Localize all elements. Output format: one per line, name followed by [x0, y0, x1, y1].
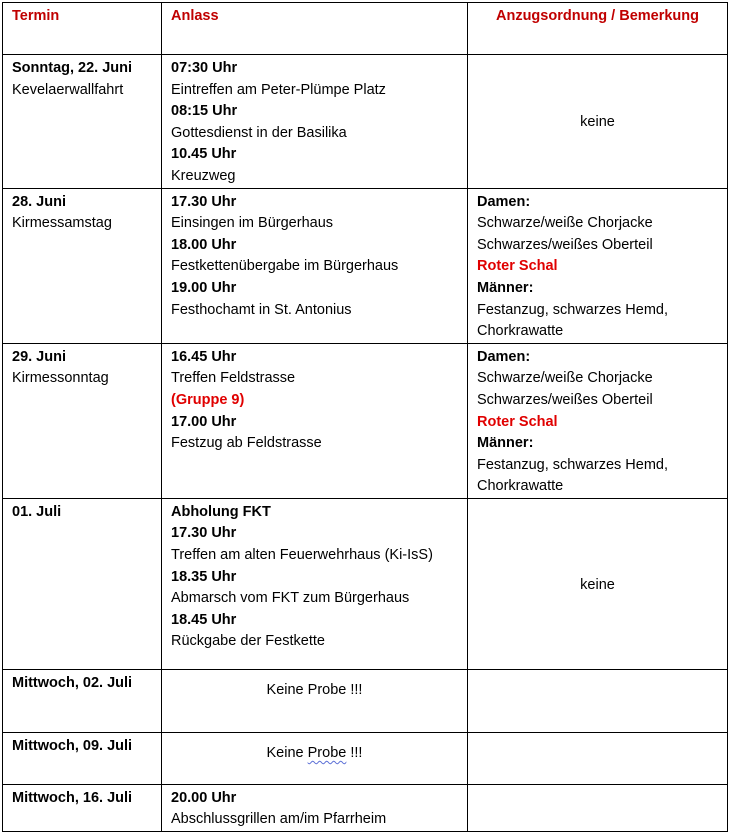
dress-scarf: Roter Schal — [477, 413, 558, 430]
event-desc: Kreuzweg — [171, 167, 236, 184]
table-row — [3, 188, 728, 343]
event-time: 18.00 Uhr — [171, 236, 237, 253]
event-desc: Festzug ab Feldstrasse — [171, 435, 322, 452]
event-cell — [162, 498, 468, 669]
header-row — [3, 3, 728, 55]
note-word-spellcheck: Probe — [307, 744, 347, 761]
dress-men-item: Festanzug, schwarzes Hemd, — [477, 456, 668, 473]
event-time: 07:30 Uhr — [171, 60, 238, 76]
date-sub: Kevelaerwallfahrt — [12, 81, 124, 98]
dress-women-label: Damen: — [477, 193, 531, 210]
event-desc: Rückgabe der Festkette — [171, 633, 325, 650]
header-anzugsordnung: Anzugsordnung / Bemerkung — [468, 3, 728, 55]
event-heading: Abholung FKT — [171, 503, 271, 520]
dress-women-item: Schwarzes/weißes Oberteil — [477, 236, 653, 253]
event-time: 17.30 Uhr — [171, 525, 237, 542]
dress-men-item: Festanzug, schwarzes Hemd, — [477, 301, 668, 318]
dress-women-item: Schwarze/weiße Chorjacke — [477, 215, 653, 232]
dress-cell: keine — [468, 498, 728, 669]
event-time: 08:15 Uhr — [171, 103, 238, 120]
event-time: 10.45 Uhr — [171, 146, 237, 163]
date-cell — [3, 343, 162, 498]
table-row — [3, 732, 728, 784]
dress-men-item: Chorkrawatte — [477, 323, 564, 340]
event-desc: Treffen am alten Feuerwehrhaus (Ki-IsS) — [171, 547, 433, 564]
event-desc: Treffen Feldstrasse — [171, 370, 296, 387]
dress-cell — [468, 784, 728, 831]
event-desc: Festkettenübergabe im Bürgerhaus — [171, 258, 399, 275]
event-desc: Abmarsch vom FKT zum Bürgerhaus — [171, 590, 410, 607]
dress-cell — [468, 732, 728, 784]
event-desc: Abschlussgrillen am/im Pfarrheim — [171, 811, 387, 828]
dress-men-item: Chorkrawatte — [477, 478, 564, 495]
date-label: 01. Juli — [12, 503, 62, 520]
event-desc: Einsingen im Bürgerhaus — [171, 215, 334, 232]
schedule-table — [2, 2, 728, 832]
date-label: 29. Juni — [12, 348, 66, 365]
note-cell — [162, 732, 468, 784]
date-label: Sonntag, 22. Juni — [12, 60, 133, 76]
date-cell: Mittwoch, 16. Juli — [3, 784, 162, 831]
dress-cell: keine — [468, 55, 728, 189]
date-sub: Kirmessonntag — [12, 370, 109, 387]
date-cell: Mittwoch, 09. Juli — [3, 732, 162, 784]
event-time: 18.35 Uhr — [171, 568, 237, 585]
event-time: 17.00 Uhr — [171, 413, 237, 430]
event-desc: Festhochamt in St. Antonius — [171, 301, 352, 318]
date-cell — [3, 498, 162, 669]
header-termin: Termin — [3, 3, 162, 55]
event-time: 17.30 Uhr — [171, 193, 237, 210]
event-time: 18.45 Uhr — [171, 611, 237, 628]
event-cell — [162, 188, 468, 343]
table-row — [3, 343, 728, 498]
dress-men-label: Männer: — [477, 435, 534, 452]
group-label: (Gruppe 9) — [171, 391, 245, 408]
dress-women-label: Damen: — [477, 348, 531, 365]
event-cell — [162, 784, 468, 831]
event-time: 16.45 Uhr — [171, 348, 237, 365]
note-word: Keine — [266, 744, 304, 761]
header-anlass: Anlass — [162, 3, 468, 55]
dress-scarf: Roter Schal — [477, 258, 558, 275]
table-row — [3, 498, 728, 669]
table-row — [3, 784, 728, 831]
date-sub: Kirmessamstag — [12, 215, 112, 232]
event-time: 19.00 Uhr — [171, 279, 237, 296]
date-cell: Mittwoch, 02. Juli — [3, 669, 162, 732]
dress-women-item: Schwarzes/weißes Oberteil — [477, 391, 653, 408]
table-row — [3, 669, 728, 732]
event-cell — [162, 343, 468, 498]
dress-women-item: Schwarze/weiße Chorjacke — [477, 370, 653, 387]
note-word: !!! — [350, 744, 363, 761]
dress-men-label: Männer: — [477, 279, 534, 296]
note-cell: Keine Probe !!! — [162, 669, 468, 732]
dress-cell — [468, 188, 728, 343]
table-row — [3, 55, 728, 189]
date-label: 28. Juni — [12, 193, 66, 210]
event-cell — [162, 55, 468, 189]
event-desc: Gottesdienst in der Basilika — [171, 124, 347, 141]
event-desc: Eintreffen am Peter-Plümpe Platz — [171, 81, 386, 98]
dress-cell — [468, 669, 728, 732]
date-cell — [3, 55, 162, 189]
date-cell — [3, 188, 162, 343]
event-time: 20.00 Uhr — [171, 789, 237, 806]
dress-cell — [468, 343, 728, 498]
